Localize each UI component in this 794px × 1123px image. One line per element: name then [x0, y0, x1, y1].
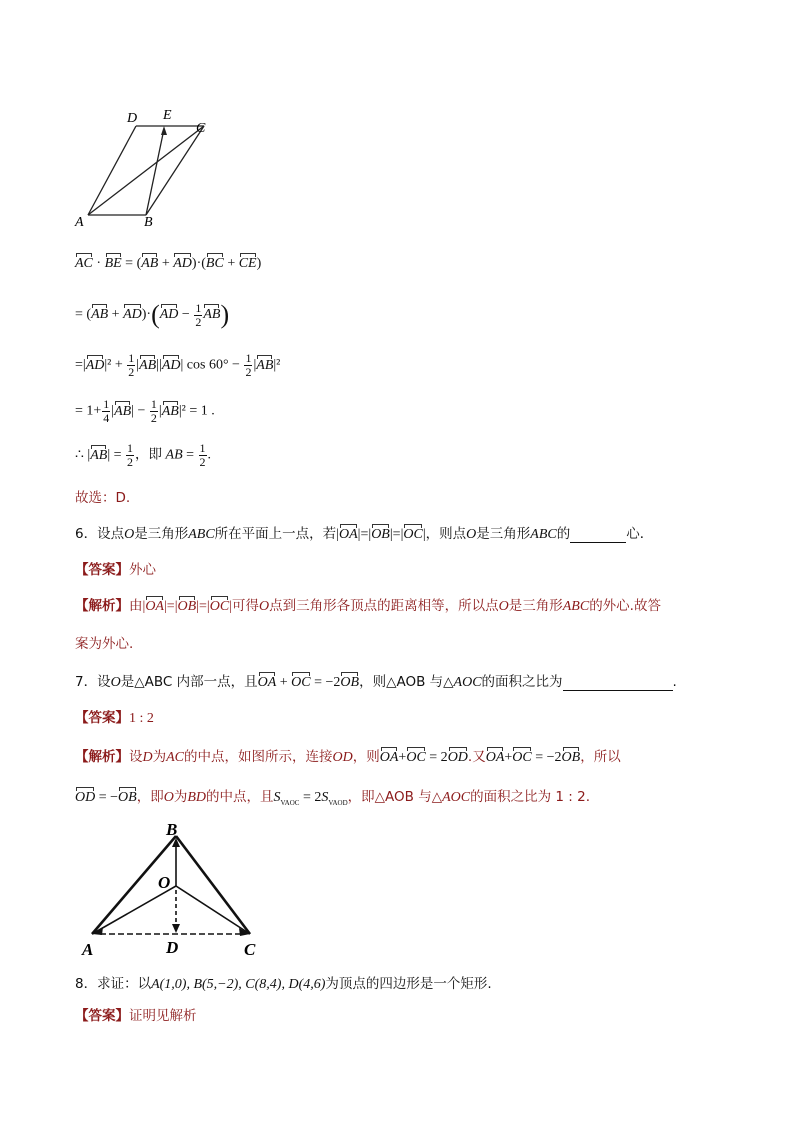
answer-6: 【答案】外心 — [75, 562, 156, 578]
derivation-line-1: AC · BE = (AB + AD)·(BC + CE) — [75, 256, 262, 271]
label-C: C — [196, 121, 206, 136]
question-6: 6．设点O是三角形ABC所在平面上一点，若|OA|=|OB|=|OC|，则点O是三角形ABC的 心． — [75, 526, 654, 542]
derivation-line-4: = 1+ $\frac{1}{4}$ |AB| − $\frac{1}{2}$ |AB|² = 1 . — [75, 397, 215, 425]
label-D: D — [166, 938, 179, 957]
derivation-line-3: =|AD|² + $\frac{1}{2}$ |AB||AD| cos 60° − $\frac{1}{2}$ |AB|² — [75, 351, 281, 379]
question-7: 7．设O是△ABC 内部一点，且OA + OC = −2OB，则△AOB 与△AOC的面积之比为 . — [75, 674, 677, 690]
analysis-7-line-2: OD = −OB，即O为BD的中点，且$S_{VAOC} = 2S_{VAOD}$，即△AOB 与△AOC的面积之比为 1 : 2. — [75, 789, 591, 807]
label-B: B — [144, 215, 153, 230]
answer-7: 【答案】1 : 2 — [75, 710, 154, 726]
analysis-6-line-1: 【解析】由|OA|=|OB|=|OC|可得O点到三角形各顶点的距离相等，所以点O是三角形ABC的外心.故答 — [75, 598, 661, 614]
choice-line: 故选：D. — [75, 490, 131, 506]
label-D: D — [127, 111, 138, 126]
label-A: A — [75, 215, 84, 230]
analysis-7-line-1: 【解析】设D为AC的中点，如图所示，连接OD，则OA+OC = 2OD.又OA+OC = −2OB，所以 — [75, 749, 621, 765]
label-O: O — [158, 873, 171, 892]
label-E: E — [163, 108, 172, 123]
triangle-figure — [78, 818, 268, 958]
derivation-line-5: ∴ |AB| = $\frac{1}{2}$ ，即 AB = $\frac{1}{2}$ . — [75, 441, 212, 469]
question-8: 8．求证：以A(1,0), B(5,−2), C(8,4), D(4,6)为顶点的四边形是一个矩形. — [75, 976, 492, 992]
analysis-6-line-2: 案为外心. — [75, 636, 134, 652]
label-A: A — [82, 940, 94, 958]
label-B: B — [166, 820, 178, 839]
derivation-line-2: = (AB + AD)·(AD − $\frac{1}{2}$ AB) — [75, 300, 230, 329]
label-C: C — [244, 940, 256, 958]
answer-8: 【答案】证明见解析 — [75, 1008, 197, 1024]
parallelogram-figure — [70, 105, 230, 230]
